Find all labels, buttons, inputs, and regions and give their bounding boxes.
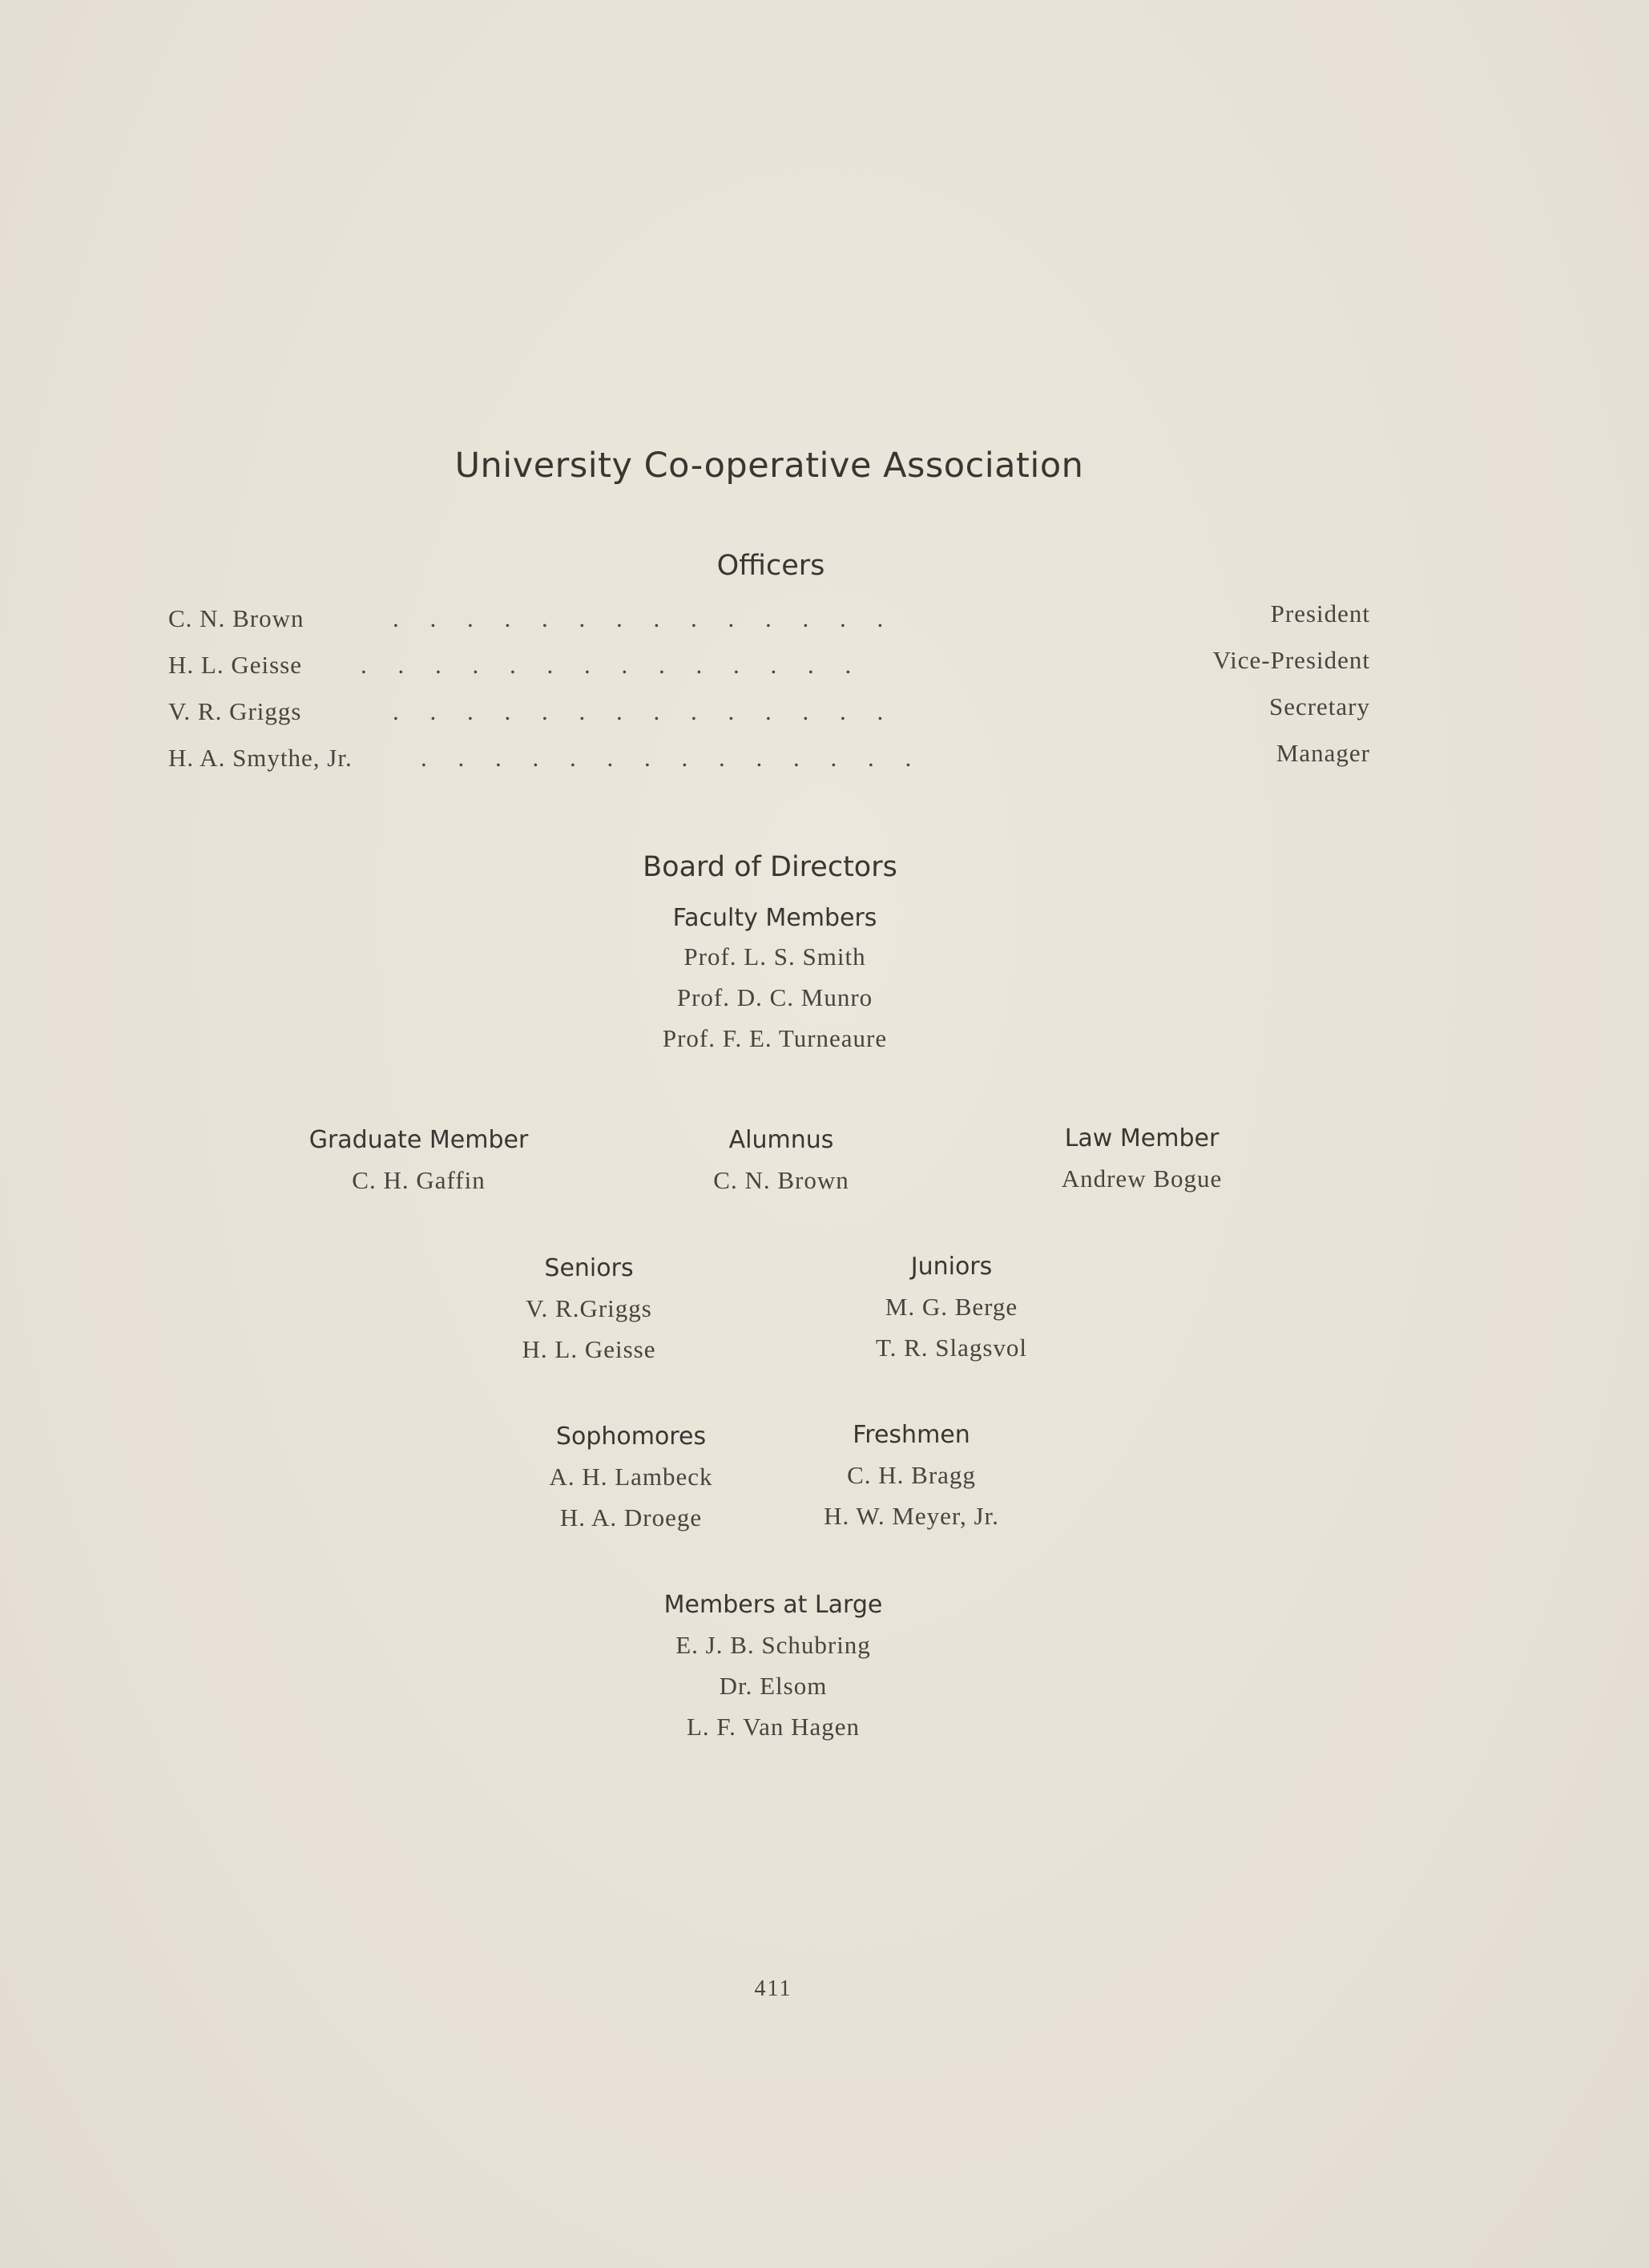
juniors-label: Juniors (910, 1253, 993, 1281)
junior-name: M. G. Berge (885, 1293, 1018, 1321)
freshman-name: C. H. Bragg (847, 1461, 976, 1489)
faculty-members-block (611, 904, 939, 1065)
faculty-members-label: Faculty Members (672, 904, 877, 932)
senior-name: V. R.Griggs (526, 1294, 652, 1322)
officer-row (168, 646, 1370, 686)
freshmen-label: Freshmen (853, 1421, 970, 1449)
leader-dots: . . . . . . . . . . . . . . (393, 604, 884, 632)
alumnus-block (661, 1126, 901, 1195)
faculty-member-name: Prof. F. E. Turneaure (662, 1024, 888, 1052)
seniors-label: Seniors (544, 1254, 634, 1282)
senior-name: H. L. Geisse (522, 1335, 656, 1363)
faculty-member-name: Prof. L. S. Smith (683, 942, 866, 971)
officer-name: C. N. Brown (168, 604, 304, 632)
freshman-name: H. W. Meyer, Jr. (824, 1502, 999, 1530)
officer-role: Secretary (1268, 692, 1370, 720)
junior-name: T. R. Slagsvol (875, 1334, 1028, 1362)
seniors-block (481, 1254, 697, 1376)
law-member-block (1026, 1124, 1258, 1193)
members-at-large-label: Members at Large (663, 1591, 883, 1619)
leader-dots: . . . . . . . . . . . . . . (421, 744, 912, 772)
juniors-block (841, 1253, 1062, 1374)
officer-name: H. A. Smythe, Jr. (168, 744, 353, 772)
sophomores-label: Sophomores (555, 1423, 707, 1451)
graduate-member-block (264, 1126, 573, 1195)
sophomore-name: H. A. Droege (559, 1503, 703, 1532)
sophomores-block (521, 1423, 741, 1544)
officer-row (168, 692, 1370, 732)
graduate-member-name: C. H. Gaffin (352, 1166, 486, 1194)
law-member-name: Andrew Bogue (1061, 1164, 1223, 1193)
officers-heading: Officers (716, 550, 825, 582)
leader-dots: . . . . . . . . . . . . . . (361, 651, 852, 679)
officer-role: President (1270, 599, 1370, 628)
member-at-large-name: Dr. Elsom (719, 1672, 828, 1700)
members-at-large-block (633, 1591, 913, 1753)
board-heading: Board of Directors (643, 851, 897, 883)
page-title: University Co-operative Association (454, 446, 1084, 486)
officer-role: Vice-President (1212, 646, 1370, 674)
sophomore-name: A. H. Lambeck (549, 1463, 713, 1491)
law-member-label: Law Member (1064, 1124, 1220, 1152)
member-at-large-name: E. J. B. Schubring (675, 1631, 871, 1659)
graduate-member-label: Graduate Member (308, 1126, 529, 1154)
alumnus-label: Alumnus (728, 1126, 834, 1154)
officer-row (168, 599, 1370, 640)
freshmen-block (801, 1421, 1022, 1543)
officer-name: V. R. Griggs (168, 697, 302, 725)
member-at-large-name: L. F. Van Hagen (686, 1713, 860, 1741)
leader-dots: . . . . . . . . . . . . . . (393, 697, 884, 725)
alumnus-name: C. N. Brown (713, 1166, 849, 1194)
officer-role: Manager (1276, 739, 1370, 767)
faculty-member-name: Prof. D. C. Munro (676, 983, 873, 1011)
officer-row (168, 739, 1370, 779)
page-number: 411 (754, 1976, 792, 2001)
officer-name: H. L. Geisse (168, 651, 302, 679)
